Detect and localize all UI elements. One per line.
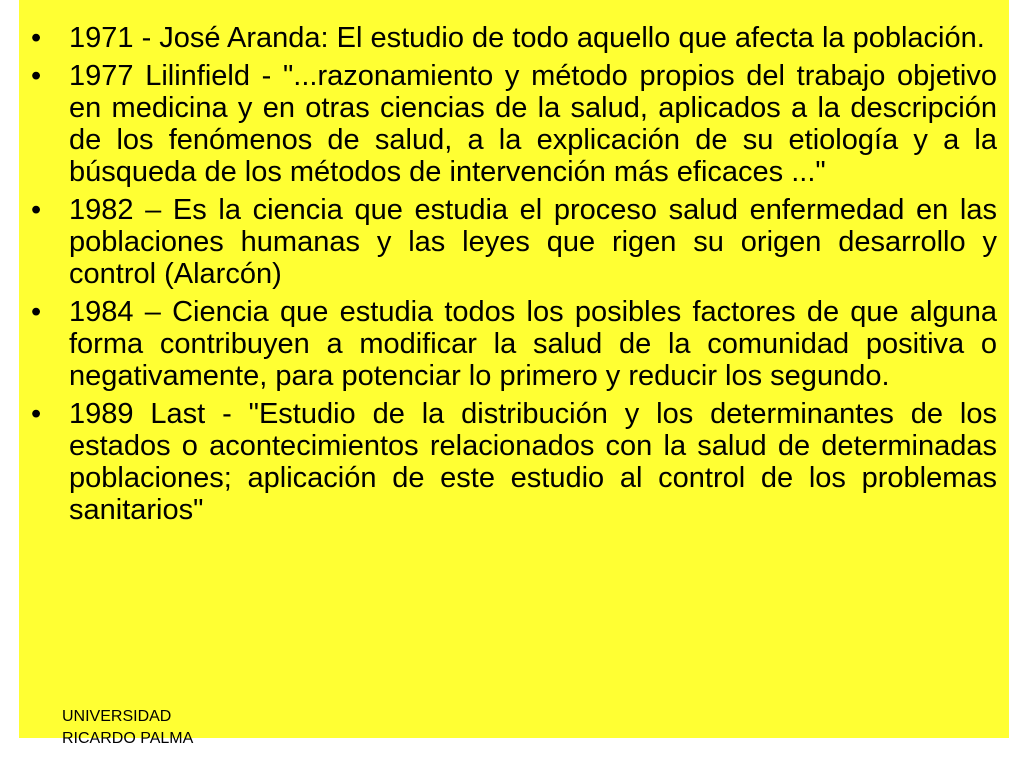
bullet-dot-icon: • xyxy=(31,60,42,92)
bullet-dot-icon: • xyxy=(31,194,42,226)
bullet-item-1977 xyxy=(29,60,997,188)
bullet-item-1982 xyxy=(29,194,997,290)
slide-background xyxy=(19,0,1009,747)
university-footer-label xyxy=(62,706,193,750)
bullet-text: 1984 – Ciencia que estudia todos los posibles factores de que alguna forma contribuyen a modificar la salud de la comunidad positiva o negativamente, para potenciar lo primero y reducir los segundo. xyxy=(69,296,997,392)
bullet-dot-icon: • xyxy=(31,398,42,430)
definitions-bullet-list xyxy=(29,22,997,532)
bullet-text: 1971 - José Aranda: El estudio de todo aquello que afecta la población. xyxy=(69,22,985,54)
bullet-item-1971 xyxy=(29,22,997,54)
bullet-text: 1982 – Es la ciencia que estudia el proceso salud enfermedad en las poblaciones humanas y las leyes que rigen su origen desarrollo y control (Alarcón) xyxy=(69,194,997,290)
footer-line-2: RICARDO PALMA xyxy=(62,730,194,747)
bullet-item-1984 xyxy=(29,296,997,392)
footer-line-1: UNIVERSIDAD xyxy=(62,708,172,725)
bullet-dot-icon: • xyxy=(31,296,42,328)
bullet-item-1989 xyxy=(29,398,997,526)
bullet-dot-icon: • xyxy=(31,22,42,54)
bullet-text: 1977 Lilinfield - "...razonamiento y método propios del trabajo objetivo en medicina y en otras ciencias de la salud, aplicados a la descripción de los fenómenos de salud, a la explicación de su etiología y a la búsqueda de los métodos de intervención más eficaces ..." xyxy=(69,60,997,188)
bullet-text: 1989 Last - "Estudio de la distribución y los determinantes de los estados o acontecimientos relacionados con la salud de determinadas poblaciones; aplicación de este estudio al control de los problemas sanitarios" xyxy=(69,398,997,526)
